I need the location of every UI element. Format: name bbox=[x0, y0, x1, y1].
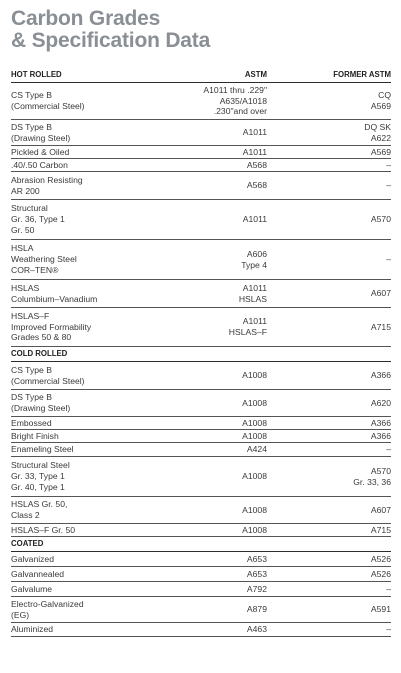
grade-cell-line: HSLAS–F Gr. 50 bbox=[11, 524, 76, 535]
section-title: COATED bbox=[11, 537, 391, 552]
grade-cell bbox=[11, 120, 149, 146]
table-row bbox=[11, 457, 391, 497]
former-astm-cell-line: – bbox=[386, 583, 391, 594]
grade-cell-line: Aluminized bbox=[11, 624, 54, 635]
astm-cell bbox=[149, 390, 267, 417]
grade-cell-line: Bright Finish bbox=[11, 430, 59, 441]
former-astm-cell-line: A570 bbox=[370, 465, 391, 476]
former-astm-cell-line: A569 bbox=[370, 101, 391, 111]
grade-cell-line: Galvalume bbox=[11, 583, 53, 594]
grade-cell-line: Gr. 40, Type 1 bbox=[11, 481, 65, 492]
grade-cell-line: (Drawing Steel) bbox=[11, 132, 71, 143]
astm-cell bbox=[149, 240, 267, 280]
astm-cell bbox=[149, 159, 267, 172]
grade-cell-line: HSLAS Gr. 50, bbox=[11, 499, 68, 510]
table-row bbox=[11, 567, 391, 582]
astm-cell-line: A1008 bbox=[242, 504, 267, 515]
grade-cell bbox=[11, 280, 149, 308]
grade-cell bbox=[11, 390, 149, 417]
former-astm-cell-line: A715 bbox=[370, 321, 391, 332]
grade-cell bbox=[11, 417, 149, 430]
astm-cell-line: A568 bbox=[246, 180, 267, 191]
table-row bbox=[11, 390, 391, 417]
former-astm-cell-line: A607 bbox=[370, 504, 391, 515]
former-astm-cell-line: A622 bbox=[370, 132, 391, 143]
former-astm-cell-line: A366 bbox=[370, 370, 391, 381]
table-row bbox=[11, 497, 391, 524]
former-astm-cell-line: – bbox=[386, 180, 391, 191]
grade-cell-line: CS Type B bbox=[11, 90, 52, 101]
grade-cell-line: (Commercial Steel) bbox=[11, 375, 85, 386]
grade-cell-line: Electro-Galvanized bbox=[11, 598, 84, 609]
section-title: COLD ROLLED bbox=[11, 347, 391, 362]
former-astm-cell-line: A526 bbox=[370, 568, 391, 579]
astm-cell bbox=[149, 497, 267, 524]
former-astm-cell bbox=[267, 240, 391, 280]
grade-cell-line: Class 2 bbox=[11, 510, 40, 520]
grade-cell-line: Improved Formability bbox=[11, 321, 92, 332]
former-astm-cell-line: Gr. 33, 36 bbox=[353, 476, 391, 487]
astm-cell-line: A879 bbox=[246, 604, 267, 615]
title-line-1: Carbon Grades bbox=[11, 7, 161, 30]
grade-cell-line: COR–TEN® bbox=[11, 264, 59, 275]
column-header-astm: ASTM bbox=[149, 68, 267, 83]
grade-cell bbox=[11, 146, 149, 159]
former-astm-cell bbox=[267, 457, 391, 497]
astm-cell bbox=[149, 280, 267, 308]
former-astm-cell bbox=[267, 390, 391, 417]
former-astm-cell bbox=[267, 430, 391, 443]
former-astm-cell bbox=[267, 308, 391, 347]
grade-cell-line: Structural bbox=[11, 203, 48, 214]
table-row bbox=[11, 417, 391, 430]
astm-cell bbox=[149, 417, 267, 430]
astm-cell-line: A635/A1018 bbox=[219, 95, 267, 106]
specification-table bbox=[11, 68, 391, 637]
grade-cell bbox=[11, 159, 149, 172]
astm-cell-line: A1011 bbox=[242, 214, 267, 225]
grade-cell bbox=[11, 567, 149, 582]
former-astm-cell bbox=[267, 280, 391, 308]
astm-cell bbox=[149, 120, 267, 146]
grade-cell-line: HSLAS–F bbox=[11, 310, 50, 321]
former-astm-cell bbox=[267, 83, 391, 120]
astm-cell-line: A1011 bbox=[242, 316, 267, 327]
astm-cell-line: A653 bbox=[246, 553, 267, 564]
former-astm-cell bbox=[267, 497, 391, 524]
grade-cell bbox=[11, 552, 149, 567]
astm-cell-line: A1008 bbox=[242, 370, 267, 381]
grade-cell-line: Grades 50 & 80 bbox=[11, 332, 72, 343]
grade-cell-line: CS Type B bbox=[11, 364, 52, 375]
table-row bbox=[11, 240, 391, 280]
grade-cell bbox=[11, 83, 149, 120]
astm-cell bbox=[149, 597, 267, 623]
grade-cell-line: Gr. 50 bbox=[11, 224, 35, 235]
astm-cell-line: HSLAS–F bbox=[228, 327, 267, 337]
section-header-row bbox=[11, 537, 391, 552]
astm-cell-line: A1008 bbox=[242, 397, 267, 408]
title-line-2: & Specification Data bbox=[11, 29, 211, 52]
grade-cell-line: AR 200 bbox=[11, 185, 40, 196]
former-astm-cell bbox=[267, 417, 391, 430]
grade-cell-line: Columbium–Vanadium bbox=[11, 293, 98, 304]
grade-cell-line: (Drawing Steel) bbox=[11, 403, 71, 413]
grade-cell bbox=[11, 497, 149, 524]
astm-cell bbox=[149, 443, 267, 457]
table-header-row bbox=[11, 68, 391, 83]
astm-cell-line: A1011 bbox=[242, 282, 267, 293]
table-row bbox=[11, 552, 391, 567]
table-row bbox=[11, 83, 391, 120]
former-astm-cell bbox=[267, 362, 391, 390]
page-title bbox=[11, 8, 210, 52]
former-astm-cell-line: CQ bbox=[378, 90, 391, 101]
former-astm-cell bbox=[267, 172, 391, 200]
table-row bbox=[11, 362, 391, 390]
grade-cell bbox=[11, 623, 149, 637]
grade-cell bbox=[11, 308, 149, 347]
table-row bbox=[11, 430, 391, 443]
former-astm-cell-line: A715 bbox=[370, 524, 391, 535]
table-row bbox=[11, 308, 391, 347]
table-row bbox=[11, 159, 391, 172]
table-row bbox=[11, 146, 391, 159]
former-astm-cell-line: – bbox=[386, 624, 391, 635]
grade-cell-line: HSLAS bbox=[11, 282, 40, 293]
astm-cell bbox=[149, 430, 267, 443]
grade-cell bbox=[11, 430, 149, 443]
grade-cell bbox=[11, 524, 149, 537]
table-row bbox=[11, 120, 391, 146]
grade-cell bbox=[11, 582, 149, 597]
table-row bbox=[11, 443, 391, 457]
astm-cell bbox=[149, 146, 267, 159]
table-row bbox=[11, 582, 391, 597]
table-row bbox=[11, 280, 391, 308]
grade-cell-line: Pickled & Oiled bbox=[11, 146, 70, 157]
former-astm-cell-line: A591 bbox=[370, 604, 391, 615]
astm-cell bbox=[149, 623, 267, 637]
astm-cell-line: A1011 bbox=[242, 146, 267, 157]
grade-cell bbox=[11, 443, 149, 457]
astm-cell bbox=[149, 200, 267, 240]
former-astm-cell bbox=[267, 200, 391, 240]
astm-cell-line: A792 bbox=[246, 583, 267, 594]
former-astm-cell bbox=[267, 524, 391, 537]
grade-cell-line: .40/.50 Carbon bbox=[11, 159, 68, 170]
grade-cell-line: (Commercial Steel) bbox=[11, 101, 85, 111]
grade-cell bbox=[11, 200, 149, 240]
former-astm-cell bbox=[267, 623, 391, 637]
astm-cell bbox=[149, 524, 267, 537]
former-astm-cell-line: A620 bbox=[370, 397, 391, 408]
astm-cell-line: A1011 bbox=[242, 127, 267, 138]
astm-cell-line: A1011 thru .229" bbox=[203, 84, 267, 95]
astm-cell bbox=[149, 362, 267, 390]
grade-cell-line: Galvannealed bbox=[11, 568, 65, 579]
grade-cell-line: Gr. 36, Type 1 bbox=[11, 214, 65, 225]
astm-cell-line: A1008 bbox=[242, 471, 267, 482]
astm-cell-line: A1008 bbox=[242, 417, 267, 428]
astm-cell-line: HSLAS bbox=[238, 293, 267, 304]
column-header-grade: HOT ROLLED bbox=[11, 68, 149, 83]
specification-table-body bbox=[11, 68, 391, 637]
grade-cell-line: Gr. 33, Type 1 bbox=[11, 471, 65, 482]
astm-cell-line: A568 bbox=[246, 159, 267, 170]
astm-cell bbox=[149, 552, 267, 567]
grade-cell bbox=[11, 240, 149, 280]
astm-cell bbox=[149, 582, 267, 597]
table-row bbox=[11, 597, 391, 623]
grade-cell-line: Galvanized bbox=[11, 553, 54, 564]
grade-cell-line: HSLA bbox=[11, 243, 34, 254]
former-astm-cell-line: A526 bbox=[370, 553, 391, 564]
grade-cell-line: Enameling Steel bbox=[11, 444, 74, 455]
former-astm-cell bbox=[267, 443, 391, 457]
astm-cell bbox=[149, 308, 267, 347]
grade-cell-line: DS Type B bbox=[11, 392, 52, 403]
grade-cell-line: Embossed bbox=[11, 417, 52, 428]
astm-cell-line: A1008 bbox=[242, 524, 267, 535]
grade-cell-line: Weathering Steel bbox=[11, 254, 77, 265]
former-astm-cell-line: – bbox=[386, 159, 391, 170]
former-astm-cell bbox=[267, 567, 391, 582]
former-astm-cell-line: A569 bbox=[370, 146, 391, 157]
former-astm-cell-line: – bbox=[386, 444, 391, 455]
section-header-row bbox=[11, 347, 391, 362]
former-astm-cell-line: DQ SK bbox=[364, 121, 391, 132]
grade-cell bbox=[11, 362, 149, 390]
former-astm-cell bbox=[267, 597, 391, 623]
astm-cell bbox=[149, 567, 267, 582]
former-astm-cell-line: A570 bbox=[370, 214, 391, 225]
astm-cell bbox=[149, 457, 267, 497]
former-astm-cell-line: A366 bbox=[370, 417, 391, 428]
former-astm-cell-line: A366 bbox=[370, 430, 391, 441]
astm-cell-line: Type 4 bbox=[241, 259, 267, 270]
former-astm-cell bbox=[267, 146, 391, 159]
table-row bbox=[11, 172, 391, 200]
grade-cell-line: Abrasion Resisting bbox=[11, 174, 83, 185]
former-astm-cell bbox=[267, 552, 391, 567]
table-row bbox=[11, 200, 391, 240]
column-header-former-astm: FORMER ASTM bbox=[267, 68, 391, 83]
astm-cell-line: A606 bbox=[246, 248, 267, 259]
grade-cell-line: (EG) bbox=[11, 609, 30, 620]
astm-cell bbox=[149, 83, 267, 120]
former-astm-cell bbox=[267, 159, 391, 172]
former-astm-cell-line: – bbox=[386, 254, 391, 265]
former-astm-cell bbox=[267, 582, 391, 597]
table-row bbox=[11, 524, 391, 537]
astm-cell-line: .230"and over bbox=[213, 106, 267, 117]
astm-cell-line: A424 bbox=[246, 444, 267, 455]
astm-cell-line: A1008 bbox=[242, 430, 267, 441]
grade-cell bbox=[11, 172, 149, 200]
grade-cell bbox=[11, 457, 149, 497]
astm-cell-line: A653 bbox=[246, 568, 267, 579]
former-astm-cell bbox=[267, 120, 391, 146]
astm-cell-line: A463 bbox=[246, 624, 267, 635]
grade-cell bbox=[11, 597, 149, 623]
grade-cell-line: DS Type B bbox=[11, 121, 52, 132]
grade-cell-line: Structural Steel bbox=[11, 460, 70, 471]
table-row bbox=[11, 623, 391, 637]
astm-cell bbox=[149, 172, 267, 200]
former-astm-cell-line: A607 bbox=[370, 288, 391, 299]
